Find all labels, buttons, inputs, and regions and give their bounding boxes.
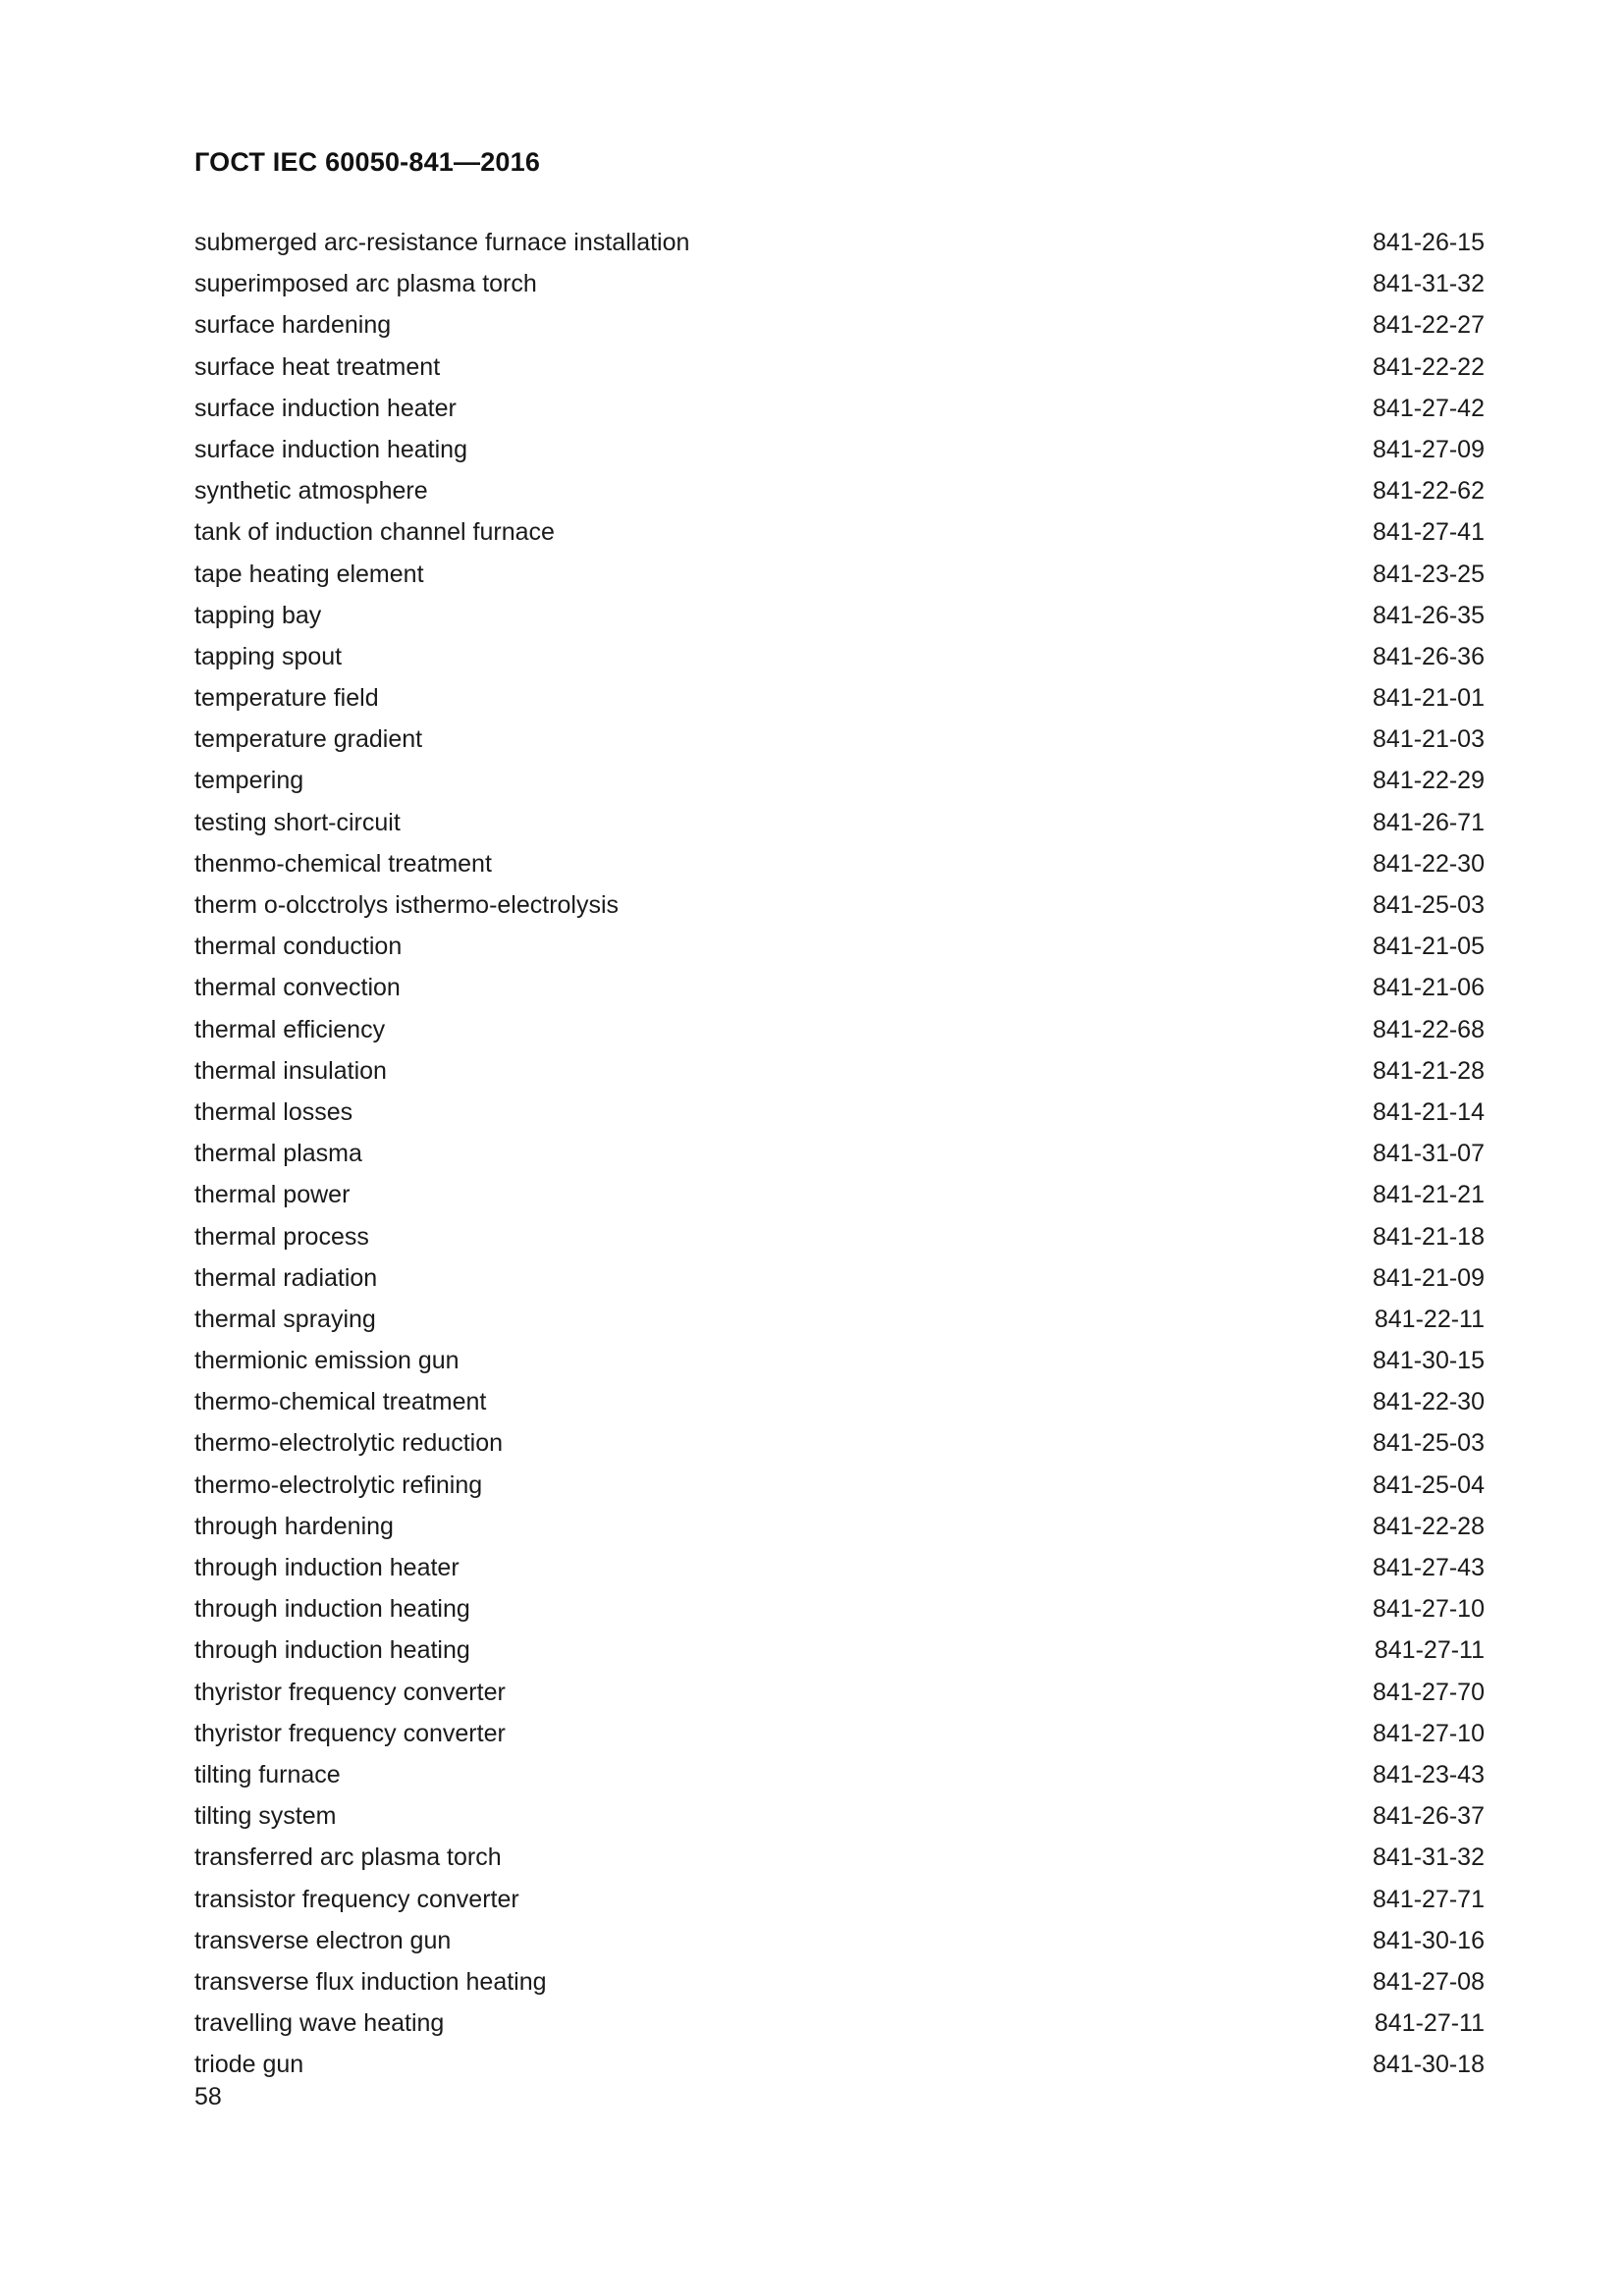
index-entry [194, 636, 1485, 677]
index-code: 841-22-11 [1374, 1305, 1485, 1333]
index-entry [194, 388, 1485, 429]
index-term: surface induction heater [194, 394, 457, 422]
index-entry [194, 1920, 1485, 1961]
index-term: thermal insulation [194, 1056, 387, 1085]
index-entry [194, 760, 1485, 801]
index-term: testing short-circuit [194, 808, 401, 836]
document-header: ГОСТ IEC 60050-841—2016 [194, 147, 541, 177]
index-entry [194, 1795, 1485, 1837]
index-code: 841-27-42 [1373, 394, 1485, 422]
index-code: 841-21-09 [1373, 1263, 1485, 1292]
index-term: thyristor frequency converter [194, 1719, 506, 1747]
index-entry [194, 2044, 1485, 2085]
index-entry [194, 1422, 1485, 1464]
index-entry [194, 470, 1485, 511]
index-code: 841-22-22 [1373, 352, 1485, 381]
index-entry [194, 1879, 1485, 1920]
index-entry [194, 429, 1485, 470]
index-entry [194, 1506, 1485, 1547]
index-code: 841-21-06 [1373, 974, 1485, 1002]
index-term: thermo-electrolytic reduction [194, 1429, 504, 1458]
index-code: 841-31-32 [1373, 270, 1485, 298]
index-term: temperature gradient [194, 725, 423, 754]
index-term: surface heat treatment [194, 352, 441, 381]
index-term: through hardening [194, 1512, 394, 1540]
index-code: 841-21-05 [1373, 933, 1485, 961]
index-entry [194, 677, 1485, 719]
index-term: submerged arc-resistance furnace installation [194, 229, 690, 256]
index-code: 841-23-25 [1373, 560, 1485, 588]
index-code: 841-21-01 [1373, 684, 1485, 713]
index-code: 841-25-03 [1373, 1429, 1485, 1458]
index-term: thermal plasma [194, 1140, 362, 1168]
index-term: tape heating element [194, 560, 424, 588]
index-code: 841-22-27 [1373, 311, 1485, 340]
index-term: surface induction heating [194, 435, 467, 463]
index-code: 841-25-04 [1373, 1470, 1485, 1499]
index-code: 841-26-15 [1373, 229, 1485, 256]
index-entry [194, 1050, 1485, 1092]
index-entry [194, 1216, 1485, 1257]
index-entry [194, 1257, 1485, 1299]
index-entry [194, 926, 1485, 967]
index-term: thyristor frequency converter [194, 1678, 506, 1706]
index-code: 841-27-43 [1373, 1554, 1485, 1581]
index-entry [194, 802, 1485, 843]
index-entry [194, 1381, 1485, 1422]
index-code: 841-30-15 [1373, 1347, 1485, 1375]
index-term: through induction heating [194, 1636, 470, 1665]
index-code: 841-22-62 [1373, 477, 1485, 506]
index-entry [194, 1174, 1485, 1215]
index-term: thermo-chemical treatment [194, 1388, 487, 1416]
index-term: tank of induction channel furnace [194, 518, 555, 547]
index-code: 841-21-03 [1373, 725, 1485, 754]
index-term: thermal efficiency [194, 1015, 386, 1043]
index-entry [194, 843, 1485, 884]
index-entry [194, 1588, 1485, 1629]
index-entry [194, 967, 1485, 1008]
index-term: thermo-electrolytic refining [194, 1470, 483, 1499]
index-entry [194, 1133, 1485, 1174]
index-code: 841-31-32 [1373, 1843, 1485, 1872]
index-code: 841-26-35 [1373, 601, 1485, 629]
index-entry [194, 1547, 1485, 1588]
index-code: 841-26-71 [1373, 808, 1485, 836]
index-code: 841-25-03 [1373, 891, 1485, 919]
index-entry [194, 719, 1485, 760]
index-entry [194, 263, 1485, 304]
index-entry [194, 2002, 1485, 2044]
index-entry [194, 1465, 1485, 1506]
index-code: 841-21-28 [1373, 1056, 1485, 1085]
index-code: 841-31-07 [1373, 1140, 1485, 1168]
index-code: 841-26-36 [1373, 642, 1485, 670]
index-term: thenmo-chemical treatment [194, 849, 492, 878]
index-code: 841-21-18 [1373, 1222, 1485, 1251]
index-code: 841-27-70 [1373, 1678, 1485, 1706]
index-entry [194, 1299, 1485, 1340]
index-term: thermal spraying [194, 1305, 376, 1333]
index-code: 841-21-14 [1373, 1097, 1485, 1126]
index-term: tempering [194, 767, 304, 795]
index-term: transverse electron gun [194, 1926, 452, 1954]
index-code: 841-27-11 [1374, 2009, 1485, 2038]
index-term: thermionic emission gun [194, 1347, 460, 1375]
index-entry [194, 1009, 1485, 1050]
index-code: 841-22-30 [1373, 1388, 1485, 1416]
index-term: temperature field [194, 684, 379, 713]
index-entry [194, 1713, 1485, 1754]
index-entry [194, 1837, 1485, 1878]
index-entry [194, 1629, 1485, 1671]
index-code: 841-22-28 [1373, 1512, 1485, 1540]
index-term: thermal conduction [194, 933, 403, 961]
index-code: 841-22-29 [1373, 767, 1485, 795]
index-entry [194, 1092, 1485, 1133]
index-code: 841-30-16 [1373, 1926, 1485, 1954]
index-code: 841-27-08 [1373, 1967, 1485, 1996]
page-number: 58 [194, 2083, 222, 2110]
index-term: synthetic atmosphere [194, 477, 428, 506]
index-entry [194, 554, 1485, 595]
index-entry [194, 1672, 1485, 1713]
index-term: tapping bay [194, 601, 322, 629]
index-term: transverse flux induction heating [194, 1967, 547, 1996]
index-term: tilting furnace [194, 1760, 341, 1789]
index-entry [194, 347, 1485, 388]
index-code: 841-27-10 [1373, 1719, 1485, 1747]
index-code: 841-22-30 [1373, 849, 1485, 878]
index-term: thermal losses [194, 1097, 353, 1126]
index-term: thermal power [194, 1181, 351, 1209]
index-term: surface hardening [194, 311, 392, 340]
index-term: transistor frequency converter [194, 1885, 519, 1913]
index-term: through induction heating [194, 1595, 470, 1624]
index-entry [194, 511, 1485, 553]
index-term: tilting system [194, 1802, 337, 1831]
index-code: 841-22-68 [1373, 1015, 1485, 1043]
index-entry [194, 1340, 1485, 1381]
index-entry [194, 304, 1485, 346]
index-term: superimposed arc plasma torch [194, 270, 537, 298]
index-term: thermal process [194, 1222, 369, 1251]
index-entry [194, 222, 1485, 263]
index-code: 841-23-43 [1373, 1760, 1485, 1789]
term-index-list [194, 222, 1485, 2085]
index-term: transferred arc plasma torch [194, 1843, 502, 1872]
index-term: thermal radiation [194, 1263, 378, 1292]
index-code: 841-27-09 [1373, 435, 1485, 463]
index-term: thermal convection [194, 974, 401, 1002]
index-code: 841-27-71 [1373, 1885, 1485, 1913]
index-code: 841-30-18 [1373, 2051, 1485, 2079]
index-code: 841-26-37 [1373, 1802, 1485, 1831]
index-term: tapping spout [194, 642, 343, 670]
index-entry [194, 884, 1485, 926]
index-term: therm o-olcctrolys isthermo-electrolysis [194, 891, 620, 919]
index-code: 841-21-21 [1373, 1181, 1485, 1209]
index-code: 841-27-11 [1374, 1636, 1485, 1665]
index-term: travelling wave heating [194, 2009, 445, 2038]
index-code: 841-27-41 [1373, 518, 1485, 547]
index-term: through induction heater [194, 1554, 460, 1581]
index-term: triode gun [194, 2051, 304, 2079]
index-entry [194, 595, 1485, 636]
index-entry [194, 1754, 1485, 1795]
index-code: 841-27-10 [1373, 1595, 1485, 1624]
index-entry [194, 1961, 1485, 2002]
